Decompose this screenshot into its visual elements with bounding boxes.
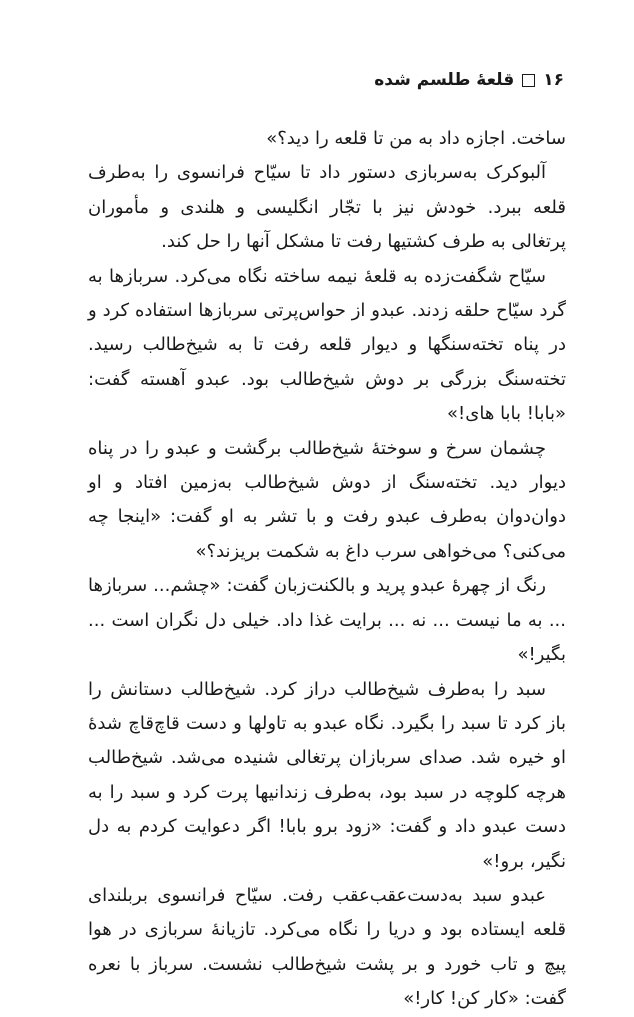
paragraph: سیّاح شگفت‌زده به قلعهٔ نیمه ساخته نگاه می‌کرد. سربازها به گرد سیّاح حلقه زدند. عبدو از حواس‌پرتی سربازها استفاده کرد و در پناه تخته‌سنگها و دیوار قلعه رفت تا به شیخ‌طالب رسید. تخته‌سنگ بزرگی بر دوش شیخ‌طالب بود. عبدو آهسته گفت: «بابا! بابا های!» [88,265,566,425]
book-title: قلعهٔ طلسم شده [374,70,515,90]
page-header [374,70,564,90]
paragraph: رنگ از چهرهٔ عبدو پرید و بالکنت‌زبان گفت: «چشم... سربازها ... به ما نیست ... نه ... برایت غذا داد. خیلی دل نگران است ... بگیر!» [88,575,566,666]
paragraph: آلبوکرک به‌سربازی دستور داد تا سیّاح فرانسوی را به‌طرف قلعه ببرد. خودش نیز با تجّار انگلیسی و هلندی و مأموران پرتغالی به طرف کشتیها رفت تا مشکل آنها را حل کند. [88,162,566,253]
paragraph: چشمان سرخ و سوختهٔ شیخ‌طالب برگشت و عبدو را در پناه دیوار دید. تخته‌سنگ از دوش شیخ‌طالب به‌زمین افتاد و او دوان‌دوان به‌طرف عبدو رفت و با تشر به او گفت: «اینجا چه می‌کنی؟ می‌خواهی سرب داغ به شکمت بریزند؟» [88,437,566,562]
body-text [88,122,566,1017]
paragraph: سبد را به‌طرف شیخ‌طالب دراز کرد. شیخ‌طالب دستانش را باز کرد تا سبد را بگیرد. نگاه عبدو به تاولها و دست قاچ‌قاچ شدهٔ او خیره شد. صدای سربازان پرتغالی شنیده می‌شد. شیخ‌طالب هرچه کلوچه در سبد بود، به‌طرف زندانیها پرت کرد و سبد را به دست عبدو داد و گفت: «زود برو بابا! اگر دعوایت کردم به دل نگیر، برو!» [88,678,566,872]
page-number: ۱۶ [543,70,564,90]
square-ornament-icon [522,74,535,87]
paragraph: عبدو سبد به‌دست‌عقب‌عقب رفت. سیّاح فرانسوی بربلندای قلعه ایستاده بود و دریا را نگاه می‌کرد. تازیانهٔ سربازی در هوا پیچ و تاب خورد و بر پشت شیخ‌طالب نشست. سرباز با نعره گفت: «کار کن! کار!» [88,884,566,1010]
paragraph-continued: ساخت. اجازه داد به من تا قلعه را دید؟» [266,128,566,149]
